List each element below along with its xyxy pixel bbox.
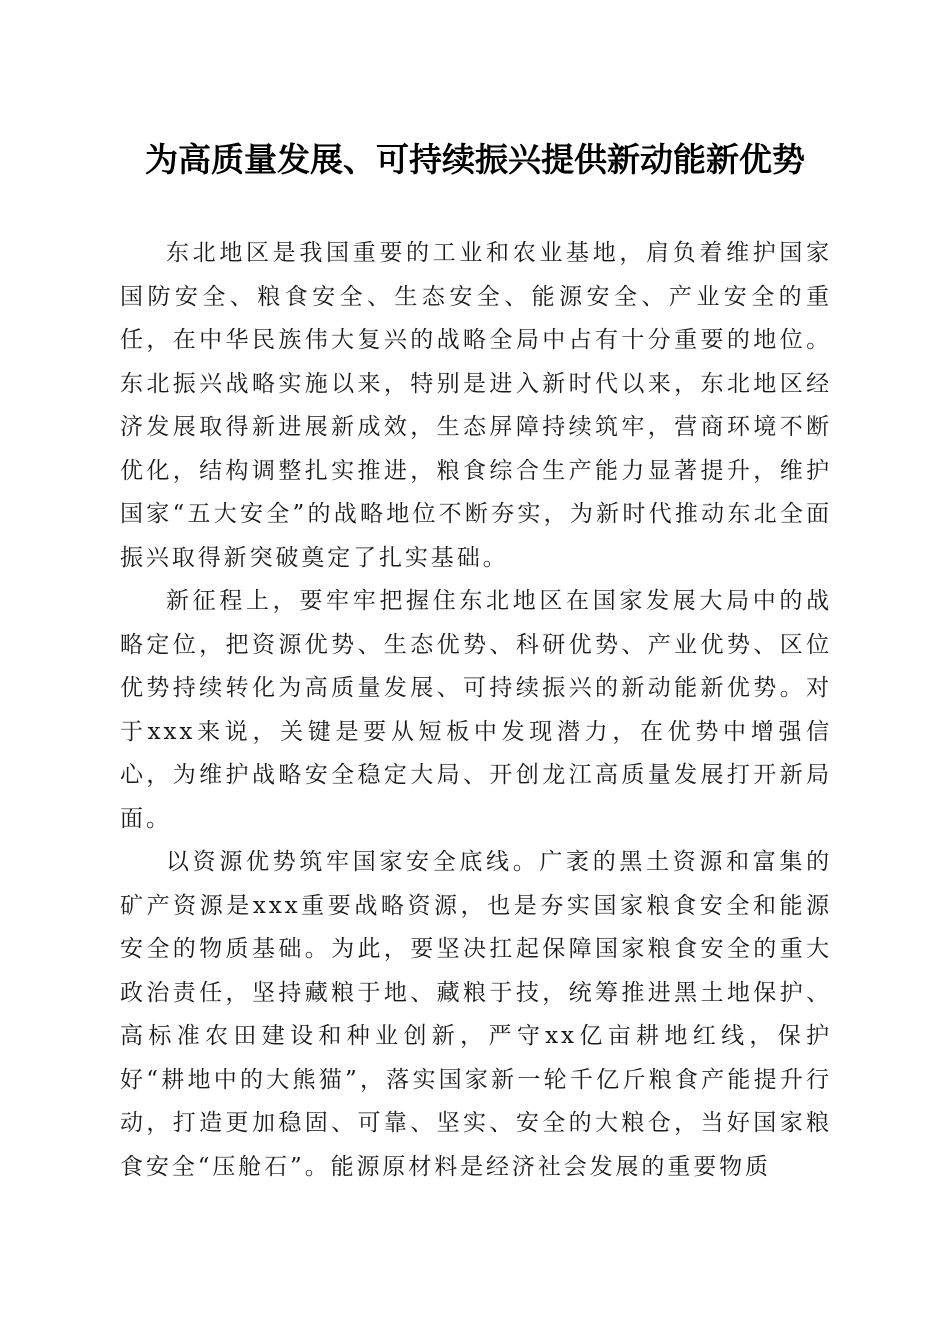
document-body (120, 232, 832, 1189)
paragraph-2: 新征程上，要牢牢把握住东北地区在国家发展大局中的战略定位，把资源优势、生态优势、科研优势、产业优势、区位优势持续转化为高质量发展、可持续振兴的新动能新优势。对于xxx来说，关键是要从短板中发现潜力，在优势中增强信心，为维护战略安全稳定大局、开创龙江高质量发展打开新局面。 (120, 588, 832, 832)
paragraph-3: 以资源优势筑牢国家安全底线。广袤的黑土资源和富集的矿产资源是xxx重要战略资源，也是夯实国家粮食安全和能源安全的物质基础。为此，要坚决扛起保障国家粮食安全的重大政治责任，坚持藏粮于地、藏粮于技，统筹推进黑土地保护、高标准农田建设和种业创新，严守xx亿亩耕地红线，保护好“耕地中的大熊猫”，落实国家新一轮千亿斤粮食产能提升行动，打造更加稳固、可靠、坚实、安全的大粮仓，当好国家粮食安全“压舱石”。能源原材料是经济社会发展的重要物质 (120, 849, 832, 1180)
paragraph-1: 东北地区是我国重要的工业和农业基地，肩负着维护国家国防安全、粮食安全、生态安全、能源安全、产业安全的重任，在中华民族伟大复兴的战略全局中占有十分重要的地位。东北振兴战略实施以来，特别是进入新时代以来，东北地区经济发展取得新进展新成效，生态屏障持续筑牢，营商环境不断优化，结构调整扎实推进，粮食综合生产能力显著提升，维护国家“五大安全”的战略地位不断夯实，为新时代推动东北全面振兴取得新突破奠定了扎实基础。 (120, 240, 832, 571)
document-title: 为高质量发展、可持续振兴提供新动能新优势 (145, 140, 805, 179)
